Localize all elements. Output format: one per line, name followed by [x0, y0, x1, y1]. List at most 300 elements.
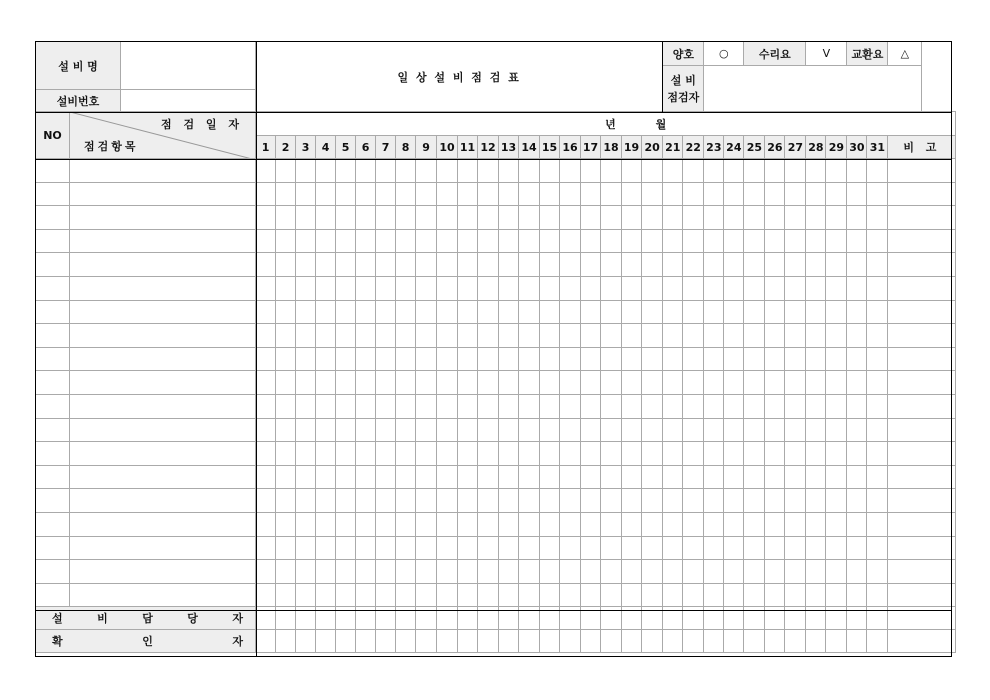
day-check-cell[interactable]: [581, 442, 601, 466]
day-check-cell[interactable]: [663, 371, 683, 395]
day-check-cell[interactable]: [540, 276, 560, 300]
day-check-cell[interactable]: [847, 324, 867, 348]
inspection-item-cell[interactable]: [70, 536, 256, 560]
day-check-cell[interactable]: [622, 229, 642, 253]
day-check-cell[interactable]: [847, 229, 867, 253]
day-check-cell[interactable]: [256, 583, 276, 607]
day-check-cell[interactable]: [806, 300, 826, 324]
day-check-cell[interactable]: [560, 465, 581, 489]
equipment-name-field[interactable]: [121, 42, 256, 90]
day-check-cell[interactable]: [296, 324, 316, 348]
remarks-cell[interactable]: [888, 347, 956, 371]
day-check-cell[interactable]: [437, 442, 458, 466]
day-check-cell[interactable]: [581, 512, 601, 536]
day-check-cell[interactable]: [478, 182, 499, 206]
day-check-cell[interactable]: [376, 394, 396, 418]
day-check-cell[interactable]: [622, 159, 642, 183]
day-check-cell[interactable]: [826, 229, 847, 253]
day-check-cell[interactable]: [336, 300, 356, 324]
day-check-cell[interactable]: [744, 489, 765, 513]
day-check-cell[interactable]: [560, 182, 581, 206]
day-check-cell[interactable]: [416, 324, 437, 348]
day-check-cell[interactable]: [256, 465, 276, 489]
confirm-sign-cell[interactable]: [316, 630, 336, 653]
day-check-cell[interactable]: [601, 560, 622, 584]
day-check-cell[interactable]: [642, 276, 663, 300]
day-check-cell[interactable]: [540, 536, 560, 560]
day-check-cell[interactable]: [581, 159, 601, 183]
day-check-cell[interactable]: [540, 418, 560, 442]
day-check-cell[interactable]: [826, 159, 847, 183]
day-check-cell[interactable]: [704, 253, 724, 277]
day-check-cell[interactable]: [663, 394, 683, 418]
day-check-cell[interactable]: [356, 324, 376, 348]
day-check-cell[interactable]: [519, 276, 540, 300]
day-check-cell[interactable]: [256, 489, 276, 513]
day-check-cell[interactable]: [540, 206, 560, 230]
day-check-cell[interactable]: [276, 182, 296, 206]
row-number-cell[interactable]: [36, 512, 70, 536]
day-check-cell[interactable]: [499, 536, 519, 560]
day-check-cell[interactable]: [458, 442, 478, 466]
day-check-cell[interactable]: [499, 347, 519, 371]
manager-sign-cell[interactable]: [296, 607, 316, 630]
day-check-cell[interactable]: [785, 560, 806, 584]
day-check-cell[interactable]: [376, 442, 396, 466]
day-check-cell[interactable]: [256, 560, 276, 584]
day-check-cell[interactable]: [396, 347, 416, 371]
day-check-cell[interactable]: [806, 465, 826, 489]
day-check-cell[interactable]: [316, 206, 336, 230]
day-check-cell[interactable]: [622, 583, 642, 607]
day-check-cell[interactable]: [724, 583, 744, 607]
day-check-cell[interactable]: [478, 300, 499, 324]
confirm-sign-cell[interactable]: [458, 630, 478, 653]
day-check-cell[interactable]: [826, 442, 847, 466]
day-check-cell[interactable]: [396, 300, 416, 324]
day-check-cell[interactable]: [581, 489, 601, 513]
day-check-cell[interactable]: [316, 324, 336, 348]
day-check-cell[interactable]: [276, 300, 296, 324]
day-check-cell[interactable]: [416, 560, 437, 584]
day-check-cell[interactable]: [560, 159, 581, 183]
day-check-cell[interactable]: [642, 206, 663, 230]
day-check-cell[interactable]: [519, 394, 540, 418]
day-check-cell[interactable]: [704, 276, 724, 300]
day-check-cell[interactable]: [316, 347, 336, 371]
day-check-cell[interactable]: [396, 442, 416, 466]
day-check-cell[interactable]: [376, 489, 396, 513]
day-check-cell[interactable]: [806, 442, 826, 466]
day-check-cell[interactable]: [276, 159, 296, 183]
day-check-cell[interactable]: [704, 206, 724, 230]
equipment-number-field[interactable]: [121, 90, 256, 112]
day-check-cell[interactable]: [581, 371, 601, 395]
day-check-cell[interactable]: [744, 583, 765, 607]
day-check-cell[interactable]: [704, 418, 724, 442]
day-check-cell[interactable]: [560, 300, 581, 324]
day-check-cell[interactable]: [396, 324, 416, 348]
day-check-cell[interactable]: [622, 253, 642, 277]
row-number-cell[interactable]: [36, 442, 70, 466]
day-check-cell[interactable]: [785, 418, 806, 442]
day-check-cell[interactable]: [765, 324, 785, 348]
day-check-cell[interactable]: [276, 489, 296, 513]
day-check-cell[interactable]: [601, 489, 622, 513]
day-check-cell[interactable]: [356, 371, 376, 395]
confirm-sign-cell[interactable]: [622, 630, 642, 653]
row-number-cell[interactable]: [36, 347, 70, 371]
day-check-cell[interactable]: [785, 465, 806, 489]
day-check-cell[interactable]: [478, 371, 499, 395]
row-number-cell[interactable]: [36, 560, 70, 584]
day-check-cell[interactable]: [601, 159, 622, 183]
day-check-cell[interactable]: [765, 489, 785, 513]
day-check-cell[interactable]: [663, 442, 683, 466]
day-check-cell[interactable]: [519, 182, 540, 206]
day-check-cell[interactable]: [478, 442, 499, 466]
day-check-cell[interactable]: [560, 206, 581, 230]
day-check-cell[interactable]: [499, 229, 519, 253]
day-check-cell[interactable]: [683, 489, 704, 513]
confirm-sign-cell[interactable]: [540, 630, 560, 653]
manager-sign-cell[interactable]: [437, 607, 458, 630]
day-check-cell[interactable]: [663, 536, 683, 560]
day-check-cell[interactable]: [478, 276, 499, 300]
confirm-remarks-cell[interactable]: [888, 630, 956, 653]
day-check-cell[interactable]: [499, 159, 519, 183]
day-check-cell[interactable]: [724, 229, 744, 253]
day-check-cell[interactable]: [437, 276, 458, 300]
day-check-cell[interactable]: [622, 536, 642, 560]
day-check-cell[interactable]: [806, 560, 826, 584]
confirm-sign-cell[interactable]: [437, 630, 458, 653]
day-check-cell[interactable]: [396, 276, 416, 300]
day-check-cell[interactable]: [519, 371, 540, 395]
day-check-cell[interactable]: [519, 229, 540, 253]
day-check-cell[interactable]: [826, 512, 847, 536]
day-check-cell[interactable]: [499, 442, 519, 466]
day-check-cell[interactable]: [276, 583, 296, 607]
day-check-cell[interactable]: [847, 159, 867, 183]
inspection-item-cell[interactable]: [70, 206, 256, 230]
day-check-cell[interactable]: [867, 418, 888, 442]
inspection-item-cell[interactable]: [70, 253, 256, 277]
day-check-cell[interactable]: [704, 300, 724, 324]
day-check-cell[interactable]: [458, 536, 478, 560]
day-check-cell[interactable]: [601, 300, 622, 324]
day-check-cell[interactable]: [458, 371, 478, 395]
day-check-cell[interactable]: [826, 583, 847, 607]
remarks-cell[interactable]: [888, 182, 956, 206]
day-check-cell[interactable]: [437, 489, 458, 513]
day-check-cell[interactable]: [376, 536, 396, 560]
day-check-cell[interactable]: [276, 418, 296, 442]
day-check-cell[interactable]: [806, 347, 826, 371]
day-check-cell[interactable]: [416, 418, 437, 442]
remarks-cell[interactable]: [888, 583, 956, 607]
day-check-cell[interactable]: [867, 276, 888, 300]
day-check-cell[interactable]: [765, 418, 785, 442]
day-check-cell[interactable]: [622, 347, 642, 371]
day-check-cell[interactable]: [601, 371, 622, 395]
day-check-cell[interactable]: [847, 206, 867, 230]
day-check-cell[interactable]: [296, 206, 316, 230]
day-check-cell[interactable]: [458, 229, 478, 253]
day-check-cell[interactable]: [437, 371, 458, 395]
day-check-cell[interactable]: [437, 465, 458, 489]
day-check-cell[interactable]: [601, 536, 622, 560]
inspection-item-cell[interactable]: [70, 489, 256, 513]
day-check-cell[interactable]: [785, 300, 806, 324]
day-check-cell[interactable]: [356, 253, 376, 277]
day-check-cell[interactable]: [336, 394, 356, 418]
day-check-cell[interactable]: [416, 300, 437, 324]
day-check-cell[interactable]: [724, 253, 744, 277]
day-check-cell[interactable]: [356, 206, 376, 230]
day-check-cell[interactable]: [256, 229, 276, 253]
day-check-cell[interactable]: [806, 324, 826, 348]
day-check-cell[interactable]: [765, 536, 785, 560]
day-check-cell[interactable]: [785, 394, 806, 418]
day-check-cell[interactable]: [724, 324, 744, 348]
confirm-sign-cell[interactable]: [336, 630, 356, 653]
confirm-sign-cell[interactable]: [724, 630, 744, 653]
day-check-cell[interactable]: [765, 300, 785, 324]
day-check-cell[interactable]: [356, 489, 376, 513]
day-check-cell[interactable]: [642, 536, 663, 560]
day-check-cell[interactable]: [826, 324, 847, 348]
day-check-cell[interactable]: [663, 347, 683, 371]
confirm-sign-cell[interactable]: [642, 630, 663, 653]
confirm-sign-cell[interactable]: [744, 630, 765, 653]
day-check-cell[interactable]: [560, 442, 581, 466]
day-check-cell[interactable]: [416, 442, 437, 466]
day-check-cell[interactable]: [704, 229, 724, 253]
manager-sign-cell[interactable]: [847, 607, 867, 630]
day-check-cell[interactable]: [316, 560, 336, 584]
manager-sign-cell[interactable]: [540, 607, 560, 630]
day-check-cell[interactable]: [336, 324, 356, 348]
day-check-cell[interactable]: [642, 371, 663, 395]
day-check-cell[interactable]: [601, 324, 622, 348]
day-check-cell[interactable]: [785, 253, 806, 277]
inspection-item-cell[interactable]: [70, 394, 256, 418]
day-check-cell[interactable]: [704, 583, 724, 607]
day-check-cell[interactable]: [601, 229, 622, 253]
day-check-cell[interactable]: [376, 300, 396, 324]
day-check-cell[interactable]: [867, 300, 888, 324]
day-check-cell[interactable]: [663, 418, 683, 442]
day-check-cell[interactable]: [601, 182, 622, 206]
day-check-cell[interactable]: [519, 206, 540, 230]
day-check-cell[interactable]: [256, 347, 276, 371]
day-check-cell[interactable]: [704, 512, 724, 536]
day-check-cell[interactable]: [376, 229, 396, 253]
confirm-sign-cell[interactable]: [826, 630, 847, 653]
day-check-cell[interactable]: [376, 159, 396, 183]
day-check-cell[interactable]: [847, 253, 867, 277]
day-check-cell[interactable]: [437, 536, 458, 560]
manager-sign-cell[interactable]: [785, 607, 806, 630]
day-check-cell[interactable]: [376, 583, 396, 607]
day-check-cell[interactable]: [336, 276, 356, 300]
day-check-cell[interactable]: [540, 465, 560, 489]
day-check-cell[interactable]: [376, 182, 396, 206]
day-check-cell[interactable]: [683, 300, 704, 324]
day-check-cell[interactable]: [826, 371, 847, 395]
day-check-cell[interactable]: [519, 159, 540, 183]
day-check-cell[interactable]: [744, 347, 765, 371]
day-check-cell[interactable]: [478, 206, 499, 230]
day-check-cell[interactable]: [663, 182, 683, 206]
day-check-cell[interactable]: [581, 300, 601, 324]
day-check-cell[interactable]: [458, 276, 478, 300]
row-number-cell[interactable]: [36, 300, 70, 324]
day-check-cell[interactable]: [642, 324, 663, 348]
day-check-cell[interactable]: [663, 206, 683, 230]
day-check-cell[interactable]: [560, 324, 581, 348]
day-check-cell[interactable]: [458, 182, 478, 206]
inspection-item-cell[interactable]: [70, 324, 256, 348]
day-check-cell[interactable]: [296, 512, 316, 536]
day-check-cell[interactable]: [683, 394, 704, 418]
remarks-cell[interactable]: [888, 371, 956, 395]
confirm-sign-cell[interactable]: [356, 630, 376, 653]
day-check-cell[interactable]: [622, 206, 642, 230]
day-check-cell[interactable]: [256, 324, 276, 348]
day-check-cell[interactable]: [642, 560, 663, 584]
manager-sign-cell[interactable]: [376, 607, 396, 630]
day-check-cell[interactable]: [663, 560, 683, 584]
day-check-cell[interactable]: [376, 206, 396, 230]
day-check-cell[interactable]: [765, 229, 785, 253]
day-check-cell[interactable]: [642, 159, 663, 183]
day-check-cell[interactable]: [847, 512, 867, 536]
day-check-cell[interactable]: [416, 489, 437, 513]
day-check-cell[interactable]: [316, 536, 336, 560]
day-check-cell[interactable]: [581, 276, 601, 300]
day-check-cell[interactable]: [478, 583, 499, 607]
day-check-cell[interactable]: [704, 465, 724, 489]
day-check-cell[interactable]: [316, 182, 336, 206]
day-check-cell[interactable]: [867, 560, 888, 584]
remarks-cell[interactable]: [888, 253, 956, 277]
day-check-cell[interactable]: [519, 536, 540, 560]
day-check-cell[interactable]: [499, 418, 519, 442]
day-check-cell[interactable]: [296, 465, 316, 489]
day-check-cell[interactable]: [458, 394, 478, 418]
remarks-cell[interactable]: [888, 324, 956, 348]
day-check-cell[interactable]: [256, 418, 276, 442]
day-check-cell[interactable]: [683, 206, 704, 230]
manager-sign-cell[interactable]: [663, 607, 683, 630]
day-check-cell[interactable]: [416, 229, 437, 253]
day-check-cell[interactable]: [744, 229, 765, 253]
day-check-cell[interactable]: [540, 394, 560, 418]
day-check-cell[interactable]: [785, 442, 806, 466]
manager-remarks-cell[interactable]: [888, 607, 956, 630]
day-check-cell[interactable]: [296, 560, 316, 584]
confirm-sign-cell[interactable]: [867, 630, 888, 653]
row-number-cell[interactable]: [36, 159, 70, 183]
day-check-cell[interactable]: [519, 489, 540, 513]
day-check-cell[interactable]: [540, 512, 560, 536]
day-check-cell[interactable]: [704, 394, 724, 418]
day-check-cell[interactable]: [744, 206, 765, 230]
day-check-cell[interactable]: [256, 371, 276, 395]
inspection-item-cell[interactable]: [70, 300, 256, 324]
day-check-cell[interactable]: [336, 465, 356, 489]
day-check-cell[interactable]: [663, 489, 683, 513]
remarks-cell[interactable]: [888, 442, 956, 466]
remarks-cell[interactable]: [888, 465, 956, 489]
day-check-cell[interactable]: [276, 512, 296, 536]
day-check-cell[interactable]: [396, 394, 416, 418]
day-check-cell[interactable]: [437, 182, 458, 206]
day-check-cell[interactable]: [519, 418, 540, 442]
day-check-cell[interactable]: [316, 394, 336, 418]
manager-sign-cell[interactable]: [806, 607, 826, 630]
day-check-cell[interactable]: [336, 560, 356, 584]
day-check-cell[interactable]: [744, 300, 765, 324]
day-check-cell[interactable]: [744, 465, 765, 489]
confirm-sign-cell[interactable]: [416, 630, 437, 653]
day-check-cell[interactable]: [601, 206, 622, 230]
day-check-cell[interactable]: [276, 371, 296, 395]
day-check-cell[interactable]: [437, 394, 458, 418]
day-check-cell[interactable]: [458, 560, 478, 584]
day-check-cell[interactable]: [437, 560, 458, 584]
day-check-cell[interactable]: [683, 465, 704, 489]
day-check-cell[interactable]: [622, 300, 642, 324]
day-check-cell[interactable]: [560, 560, 581, 584]
day-check-cell[interactable]: [826, 206, 847, 230]
day-check-cell[interactable]: [622, 442, 642, 466]
day-check-cell[interactable]: [765, 394, 785, 418]
day-check-cell[interactable]: [622, 489, 642, 513]
day-check-cell[interactable]: [765, 442, 785, 466]
day-check-cell[interactable]: [478, 560, 499, 584]
day-check-cell[interactable]: [847, 371, 867, 395]
day-check-cell[interactable]: [276, 347, 296, 371]
day-check-cell[interactable]: [396, 583, 416, 607]
day-check-cell[interactable]: [356, 465, 376, 489]
row-number-cell[interactable]: [36, 182, 70, 206]
day-check-cell[interactable]: [316, 442, 336, 466]
day-check-cell[interactable]: [256, 253, 276, 277]
day-check-cell[interactable]: [581, 182, 601, 206]
inspection-item-cell[interactable]: [70, 347, 256, 371]
day-check-cell[interactable]: [581, 583, 601, 607]
day-check-cell[interactable]: [867, 512, 888, 536]
day-check-cell[interactable]: [765, 182, 785, 206]
day-check-cell[interactable]: [276, 394, 296, 418]
day-check-cell[interactable]: [683, 276, 704, 300]
manager-sign-cell[interactable]: [396, 607, 416, 630]
day-check-cell[interactable]: [540, 583, 560, 607]
day-check-cell[interactable]: [601, 442, 622, 466]
day-check-cell[interactable]: [540, 442, 560, 466]
day-check-cell[interactable]: [724, 300, 744, 324]
row-number-cell[interactable]: [36, 324, 70, 348]
day-check-cell[interactable]: [744, 371, 765, 395]
remarks-cell[interactable]: [888, 418, 956, 442]
day-check-cell[interactable]: [744, 418, 765, 442]
manager-sign-cell[interactable]: [581, 607, 601, 630]
day-check-cell[interactable]: [296, 394, 316, 418]
day-check-cell[interactable]: [642, 489, 663, 513]
